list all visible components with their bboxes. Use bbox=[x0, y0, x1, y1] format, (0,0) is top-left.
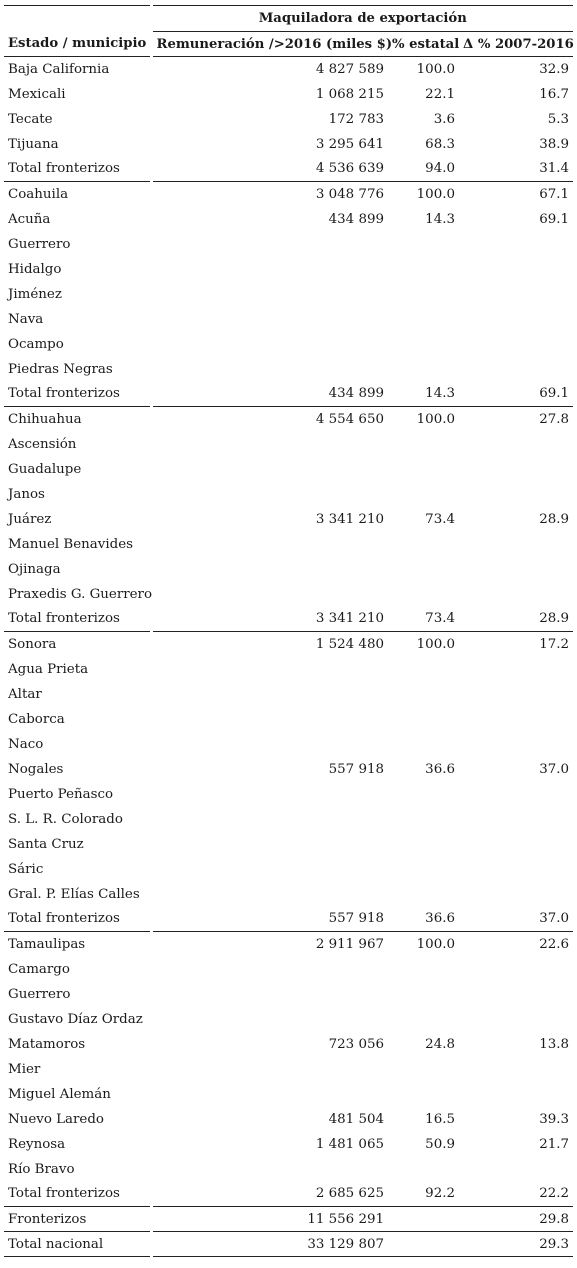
cell-name: Tijuana bbox=[8, 136, 59, 152]
cell-remuneracion bbox=[151, 432, 388, 457]
cell-remuneracion bbox=[151, 1057, 388, 1082]
cell-estatal bbox=[388, 257, 459, 282]
cell-name: Camargo bbox=[8, 961, 70, 977]
cell-name: Puerto Peñasco bbox=[8, 786, 114, 802]
cell-name: Río Bravo bbox=[8, 1161, 75, 1177]
cell-estatal bbox=[388, 457, 459, 482]
cell-name: Chihuahua bbox=[8, 411, 82, 427]
cell-name: Naco bbox=[8, 736, 44, 752]
cell-name: Fronterizos bbox=[4, 1207, 151, 1232]
cell-estatal: 36.6 bbox=[388, 907, 459, 932]
cell-name: Gustavo Díaz Ordaz bbox=[8, 1011, 143, 1027]
cell-name: Caborca bbox=[8, 711, 65, 727]
cell-delta: 13.8 bbox=[539, 1036, 570, 1052]
table-row bbox=[4, 307, 573, 332]
cell-name: Ojinaga bbox=[8, 561, 61, 577]
cell-delta: 69.1 bbox=[539, 211, 570, 227]
cell-remuneracion: 434 899 bbox=[151, 382, 388, 407]
cell-delta bbox=[459, 232, 573, 257]
cell-name: Baja California bbox=[8, 61, 110, 77]
cell-estatal: 16.5 bbox=[425, 1111, 455, 1127]
cell-delta bbox=[459, 732, 573, 757]
cell-delta bbox=[459, 482, 573, 507]
cell-estatal: 100.0 bbox=[416, 61, 455, 77]
cell-delta: 29.3 bbox=[459, 1232, 573, 1257]
cell-name: Agua Prieta bbox=[8, 661, 89, 677]
cell-delta: 37.0 bbox=[539, 761, 570, 777]
cell-remuneracion bbox=[151, 257, 388, 282]
cell-estatal bbox=[388, 1232, 459, 1257]
cell-name: Mier bbox=[8, 1061, 41, 1077]
cell-delta bbox=[459, 982, 573, 1007]
table-row bbox=[4, 882, 573, 907]
cell-remuneracion: 1 524 480 bbox=[151, 632, 388, 657]
empty-header-cell bbox=[4, 6, 151, 32]
cell-delta bbox=[459, 557, 573, 582]
cell-estatal bbox=[388, 782, 459, 807]
group-header-maquiladora: Maquiladora de exportación bbox=[151, 6, 573, 32]
table-row bbox=[4, 1132, 573, 1157]
cell-delta bbox=[459, 782, 573, 807]
table-row bbox=[4, 907, 573, 932]
cell-name: Ocampo bbox=[8, 336, 64, 352]
table-row bbox=[4, 232, 573, 257]
cell-remuneracion bbox=[151, 332, 388, 357]
cell-remuneracion bbox=[151, 1082, 388, 1107]
cell-estatal bbox=[388, 1007, 459, 1032]
table-row bbox=[4, 382, 573, 407]
cell-delta bbox=[459, 332, 573, 357]
cell-delta bbox=[459, 582, 573, 607]
cell-name: Piedras Negras bbox=[8, 361, 113, 377]
table-row bbox=[4, 107, 573, 132]
cell-delta bbox=[459, 857, 573, 882]
cell-estatal bbox=[388, 657, 459, 682]
cell-estatal: 94.0 bbox=[388, 157, 459, 182]
cell-remuneracion bbox=[151, 957, 388, 982]
cell-remuneracion bbox=[151, 982, 388, 1007]
table-row bbox=[4, 1157, 573, 1182]
table-row bbox=[4, 282, 573, 307]
table-row bbox=[4, 1057, 573, 1082]
cell-remuneracion: 2 685 625 bbox=[151, 1182, 388, 1207]
cell-estatal: 92.2 bbox=[388, 1182, 459, 1207]
table-row bbox=[4, 532, 573, 557]
cell-delta: 67.1 bbox=[539, 186, 570, 202]
table-row bbox=[4, 832, 573, 857]
cell-name: Total fronterizos bbox=[4, 1182, 151, 1207]
cell-remuneracion: 723 056 bbox=[151, 1032, 388, 1057]
cell-estatal bbox=[388, 707, 459, 732]
cell-remuneracion: 1 068 215 bbox=[151, 82, 388, 107]
cell-estatal: 22.1 bbox=[425, 86, 455, 102]
cell-name: Gral. P. Elías Calles bbox=[8, 886, 140, 902]
column-header-delta: Δ % 2007-2016 bbox=[463, 36, 574, 52]
cell-name: Santa Cruz bbox=[8, 836, 84, 852]
table-body bbox=[4, 57, 573, 1257]
cell-name: Guerrero bbox=[8, 236, 71, 252]
cell-name: Janos bbox=[8, 486, 45, 502]
cell-name: Matamoros bbox=[8, 1036, 86, 1052]
cell-name: Total fronterizos bbox=[4, 607, 151, 632]
cell-estatal: 100.0 bbox=[416, 411, 455, 427]
table-row bbox=[4, 807, 573, 832]
cell-estatal: 100.0 bbox=[416, 636, 455, 652]
cell-name: Sáric bbox=[8, 861, 44, 877]
cell-estatal bbox=[388, 582, 459, 607]
cell-delta bbox=[459, 682, 573, 707]
table-row bbox=[4, 982, 573, 1007]
cell-estatal bbox=[388, 232, 459, 257]
cell-estatal: 3.6 bbox=[433, 111, 455, 127]
cell-remuneracion: 2 911 967 bbox=[151, 932, 388, 957]
cell-remuneracion bbox=[151, 1157, 388, 1182]
cell-delta: 31.4 bbox=[459, 157, 573, 182]
cell-name: Mexicali bbox=[8, 86, 66, 102]
table-row bbox=[4, 457, 573, 482]
cell-name: Total fronterizos bbox=[4, 382, 151, 407]
table-row bbox=[4, 682, 573, 707]
cell-name: Nuevo Laredo bbox=[8, 1111, 104, 1127]
cell-delta: 28.9 bbox=[459, 607, 573, 632]
table-row bbox=[4, 1232, 573, 1257]
cell-remuneracion: 4 536 639 bbox=[151, 157, 388, 182]
table-row bbox=[4, 932, 573, 957]
cell-delta bbox=[459, 282, 573, 307]
cell-remuneracion bbox=[151, 882, 388, 907]
cell-estatal bbox=[388, 982, 459, 1007]
table-row bbox=[4, 432, 573, 457]
cell-remuneracion bbox=[151, 232, 388, 257]
cell-name: S. L. R. Colorado bbox=[8, 811, 123, 827]
cell-delta bbox=[459, 957, 573, 982]
cell-name: Total fronterizos bbox=[4, 157, 151, 182]
cell-estatal bbox=[388, 557, 459, 582]
cell-delta bbox=[459, 532, 573, 557]
table-row bbox=[4, 1082, 573, 1107]
table-row bbox=[4, 732, 573, 757]
cell-estatal bbox=[388, 357, 459, 382]
cell-delta: 17.2 bbox=[539, 636, 570, 652]
table-row bbox=[4, 632, 573, 657]
cell-delta bbox=[459, 1007, 573, 1032]
cell-delta bbox=[459, 832, 573, 857]
cell-delta bbox=[459, 432, 573, 457]
cell-remuneracion: 33 129 807 bbox=[151, 1232, 388, 1257]
cell-estatal bbox=[388, 307, 459, 332]
cell-estatal bbox=[388, 857, 459, 882]
cell-remuneracion: 3 341 210 bbox=[151, 607, 388, 632]
cell-remuneracion bbox=[151, 457, 388, 482]
cell-name: Total nacional bbox=[4, 1232, 151, 1257]
cell-delta: 22.6 bbox=[539, 936, 570, 952]
table-row bbox=[4, 82, 573, 107]
table-row bbox=[4, 957, 573, 982]
column-header-estatal: % estatal bbox=[392, 36, 460, 52]
cell-estatal: 36.6 bbox=[425, 761, 455, 777]
cell-estatal: 14.3 bbox=[388, 382, 459, 407]
cell-remuneracion bbox=[151, 532, 388, 557]
cell-remuneracion: 4 827 589 bbox=[151, 57, 388, 82]
cell-remuneracion bbox=[151, 857, 388, 882]
cell-delta: 37.0 bbox=[459, 907, 573, 932]
cell-delta: 5.3 bbox=[547, 111, 570, 127]
cell-name: Nogales bbox=[8, 761, 64, 777]
cell-delta: 29.8 bbox=[459, 1207, 573, 1232]
cell-delta bbox=[459, 882, 573, 907]
cell-delta: 22.2 bbox=[459, 1182, 573, 1207]
cell-remuneracion bbox=[151, 657, 388, 682]
cell-name: Sonora bbox=[8, 636, 57, 652]
cell-delta: 28.9 bbox=[539, 511, 570, 527]
cell-estatal bbox=[388, 1082, 459, 1107]
cell-remuneracion: 557 918 bbox=[151, 907, 388, 932]
cell-name: Hidalgo bbox=[8, 261, 62, 277]
table-row bbox=[4, 407, 573, 432]
cell-estatal: 100.0 bbox=[416, 186, 455, 202]
table-row bbox=[4, 857, 573, 882]
cell-estatal bbox=[388, 1157, 459, 1182]
cell-remuneracion: 3 341 210 bbox=[151, 507, 388, 532]
cell-name: Total fronterizos bbox=[4, 907, 151, 932]
cell-estatal bbox=[388, 807, 459, 832]
cell-name: Miguel Alemán bbox=[8, 1086, 111, 1102]
cell-name: Acuña bbox=[8, 211, 51, 227]
cell-estatal: 68.3 bbox=[425, 136, 455, 152]
column-header-row bbox=[4, 32, 573, 57]
cell-estatal bbox=[388, 332, 459, 357]
cell-estatal bbox=[388, 682, 459, 707]
cell-name: Juárez bbox=[8, 511, 52, 527]
cell-estatal: 24.8 bbox=[425, 1036, 455, 1052]
cell-delta bbox=[459, 357, 573, 382]
cell-estatal: 73.4 bbox=[425, 511, 455, 527]
table-row bbox=[4, 57, 573, 82]
cell-remuneracion bbox=[151, 1007, 388, 1032]
cell-remuneracion: 3 048 776 bbox=[151, 182, 388, 207]
column-header-estado: Estado / municipio bbox=[8, 36, 147, 52]
table-row bbox=[4, 332, 573, 357]
cell-estatal: 100.0 bbox=[416, 936, 455, 952]
cell-remuneracion bbox=[151, 707, 388, 732]
cell-delta bbox=[459, 1157, 573, 1182]
cell-name: Nava bbox=[8, 311, 44, 327]
cell-remuneracion bbox=[151, 282, 388, 307]
table-row bbox=[4, 157, 573, 182]
cell-estatal bbox=[388, 432, 459, 457]
cell-delta bbox=[459, 1057, 573, 1082]
cell-delta: 27.8 bbox=[539, 411, 570, 427]
cell-name: Guerrero bbox=[8, 986, 71, 1002]
cell-delta: 38.9 bbox=[539, 136, 570, 152]
cell-remuneracion bbox=[151, 357, 388, 382]
table-row bbox=[4, 757, 573, 782]
cell-name: Praxedis G. Guerrero bbox=[8, 586, 153, 602]
cell-delta: 16.7 bbox=[539, 86, 570, 102]
cell-remuneracion: 434 899 bbox=[151, 207, 388, 232]
cell-delta: 39.3 bbox=[539, 1111, 570, 1127]
table-row bbox=[4, 1032, 573, 1057]
table-row bbox=[4, 507, 573, 532]
cell-delta bbox=[459, 707, 573, 732]
cell-name: Tecate bbox=[8, 111, 53, 127]
cell-estatal bbox=[388, 282, 459, 307]
cell-estatal bbox=[388, 532, 459, 557]
cell-remuneracion: 481 504 bbox=[151, 1107, 388, 1132]
table-row bbox=[4, 582, 573, 607]
cell-remuneracion: 11 556 291 bbox=[151, 1207, 388, 1232]
cell-remuneracion bbox=[151, 732, 388, 757]
cell-remuneracion: 557 918 bbox=[151, 757, 388, 782]
cell-delta bbox=[459, 457, 573, 482]
table-row bbox=[4, 607, 573, 632]
cell-remuneracion: 3 295 641 bbox=[151, 132, 388, 157]
cell-delta bbox=[459, 657, 573, 682]
table-row bbox=[4, 357, 573, 382]
cell-name: Reynosa bbox=[8, 1136, 66, 1152]
border-municipalities-table bbox=[4, 5, 573, 1257]
cell-name: Ascensión bbox=[8, 436, 77, 452]
cell-estatal bbox=[388, 482, 459, 507]
cell-delta bbox=[459, 807, 573, 832]
cell-remuneracion bbox=[151, 682, 388, 707]
cell-estatal bbox=[388, 957, 459, 982]
cell-delta bbox=[459, 307, 573, 332]
cell-remuneracion bbox=[151, 807, 388, 832]
cell-name: Manuel Benavides bbox=[8, 536, 133, 552]
cell-name: Jiménez bbox=[8, 286, 62, 302]
table-row bbox=[4, 482, 573, 507]
cell-estatal bbox=[388, 1057, 459, 1082]
cell-name: Altar bbox=[8, 686, 42, 702]
table-row bbox=[4, 707, 573, 732]
table-row bbox=[4, 207, 573, 232]
cell-estatal bbox=[388, 1207, 459, 1232]
cell-remuneracion: 172 783 bbox=[151, 107, 388, 132]
cell-estatal: 14.3 bbox=[425, 211, 455, 227]
cell-delta: 21.7 bbox=[539, 1136, 570, 1152]
cell-estatal bbox=[388, 832, 459, 857]
table-row bbox=[4, 1182, 573, 1207]
cell-name: Tamaulipas bbox=[8, 936, 86, 952]
cell-remuneracion: 4 554 650 bbox=[151, 407, 388, 432]
table-row bbox=[4, 657, 573, 682]
cell-delta bbox=[459, 1082, 573, 1107]
cell-delta: 69.1 bbox=[459, 382, 573, 407]
cell-remuneracion bbox=[151, 582, 388, 607]
cell-estatal bbox=[388, 882, 459, 907]
table-row bbox=[4, 132, 573, 157]
cell-remuneracion bbox=[151, 782, 388, 807]
cell-delta: 32.9 bbox=[539, 61, 570, 77]
table-row bbox=[4, 1107, 573, 1132]
cell-estatal: 73.4 bbox=[388, 607, 459, 632]
cell-name: Coahuila bbox=[8, 186, 69, 202]
cell-remuneracion bbox=[151, 307, 388, 332]
cell-remuneracion bbox=[151, 832, 388, 857]
group-header-row bbox=[4, 6, 573, 32]
cell-remuneracion bbox=[151, 482, 388, 507]
cell-name: Guadalupe bbox=[8, 461, 82, 477]
table-row bbox=[4, 257, 573, 282]
cell-remuneracion bbox=[151, 557, 388, 582]
table-row bbox=[4, 182, 573, 207]
cell-delta bbox=[459, 257, 573, 282]
cell-estatal bbox=[388, 732, 459, 757]
cell-estatal: 50.9 bbox=[425, 1136, 455, 1152]
table-row bbox=[4, 557, 573, 582]
table-row bbox=[4, 1207, 573, 1232]
cell-remuneracion: 1 481 065 bbox=[151, 1132, 388, 1157]
column-header-remuneracion: Remuneración />2016 (miles $) bbox=[151, 32, 388, 57]
table-row bbox=[4, 782, 573, 807]
table-row bbox=[4, 1007, 573, 1032]
